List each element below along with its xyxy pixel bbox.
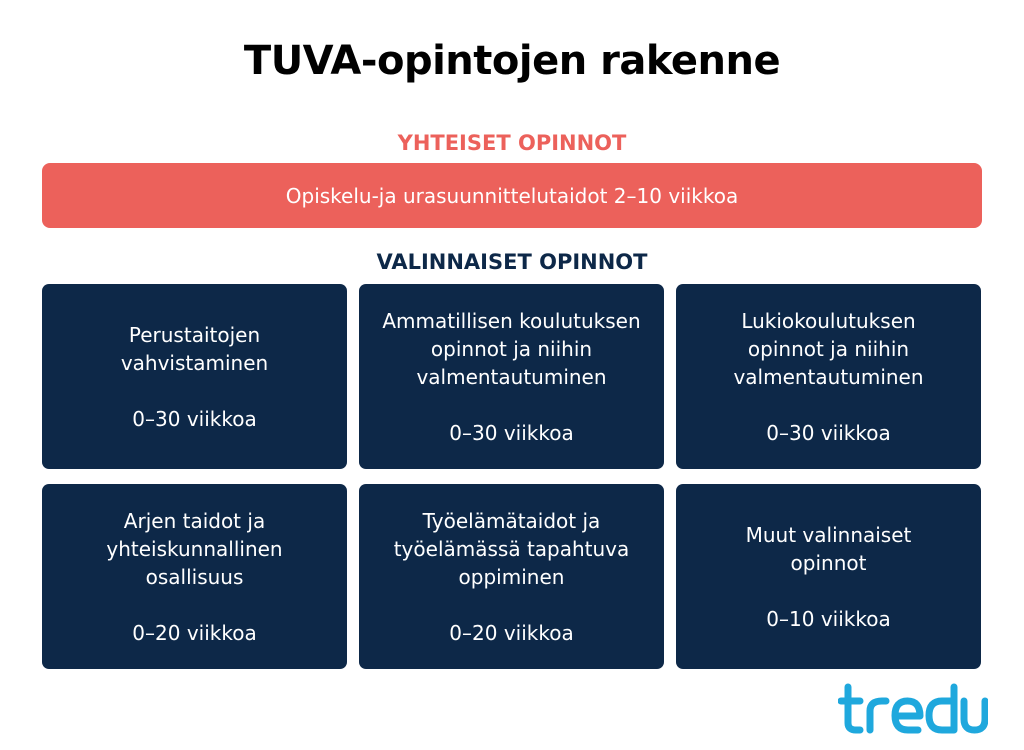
common-studies-bar [42,163,982,228]
card-name: Työelämätaidot ja työelämässä tapahtuva oppiminen [393,508,630,589]
card-duration: 0–10 viikkoa [766,606,891,631]
card-name: Arjen taidot ja yhteiskunnallinen osallisuus [106,508,283,589]
logo-letter-e [895,701,920,730]
common-studies-label: YHTEISET OPINNOT [397,131,627,155]
card-name: Lukiokoulutuksen opinnot ja niihin valmentautuminen [733,308,924,389]
elective-card [676,284,981,469]
elective-card [42,484,347,669]
elective-card [42,284,347,469]
card-duration: 0–20 viikkoa [132,620,257,645]
elective-card [359,484,664,669]
elective-studies-grid [42,284,982,669]
logo-letter-u [964,701,985,730]
card-duration: 0–20 viikkoa [449,620,574,645]
elective-card [359,284,664,469]
page-title: TUVA-opintojen rakenne [243,38,781,84]
common-studies-text: Opiskelu-ja urasuunnittelutaidot 2–10 viikkoa [285,183,739,208]
elective-studies-label: VALINNAISET OPINNOT [376,250,648,274]
card-name: Ammatillisen koulutuksen opinnot ja niihin valmentautuminen [382,308,641,389]
card-duration: 0–30 viikkoa [132,406,257,431]
card-name: Perustaitojen vahvistaminen [120,322,269,375]
logo-letter-t [848,687,860,730]
logo-letter-d [929,687,954,730]
card-name: Muut valinnaiset opinnot [745,522,912,575]
card-duration: 0–30 viikkoa [449,420,574,445]
tredu-logo [838,683,988,735]
card-duration: 0–30 viikkoa [766,420,891,445]
elective-card [676,484,981,669]
logo-letter-r [870,701,886,730]
